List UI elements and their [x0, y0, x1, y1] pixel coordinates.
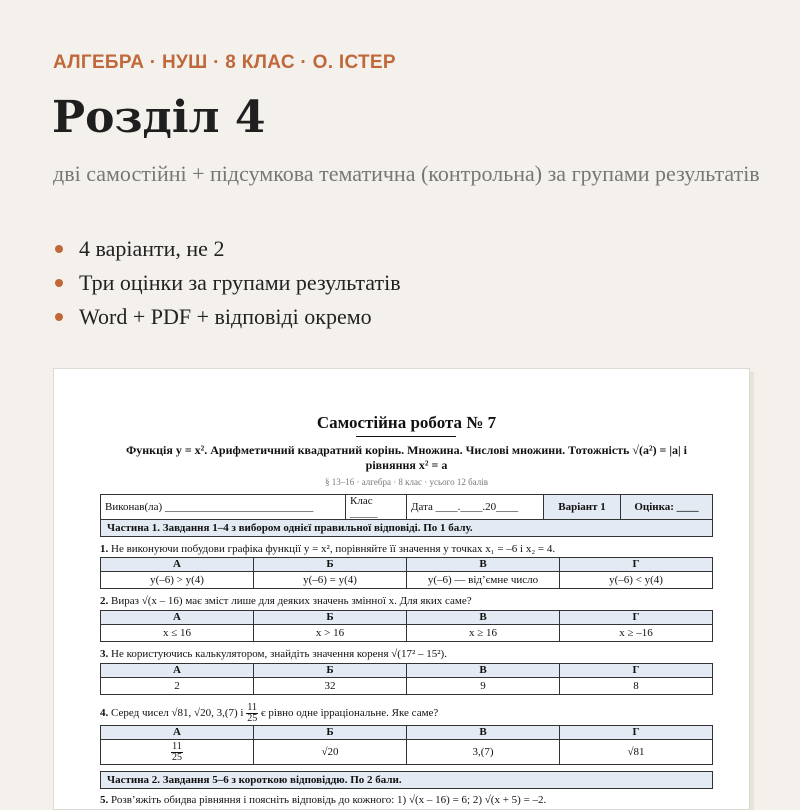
fraction [246, 703, 258, 724]
question-text: Вираз √(x – 16) має зміст лише для деяких значень змінної x. Для яких саме? [111, 595, 472, 607]
student-info-table [100, 494, 713, 520]
answer-option [101, 740, 254, 765]
answer-option: 9 [407, 678, 560, 695]
question-2 [100, 594, 713, 608]
list-item [53, 300, 401, 334]
document-subtitle: Функція y = x². Арифметичний квадратний корінь. Множина. Числові множини. Тотожність √(a²) = |a| і рівняння x² = a [125, 443, 688, 472]
question-number: 3. [100, 648, 109, 660]
kicker: АЛГЕБРА · НУШ · 8 КЛАС · О. ІСТЕР [53, 52, 396, 73]
option-header: Г [560, 558, 713, 572]
option-header: Б [254, 558, 407, 572]
answer-option: y(–6) < y(4) [560, 572, 713, 589]
option-header: В [407, 611, 560, 625]
question-text: є рівно одне ірраціональне. Яке саме? [260, 707, 439, 720]
page-title: Розділ 4 [52, 92, 266, 143]
answer-table-3 [100, 663, 713, 695]
question-5 [100, 793, 713, 807]
question-1 [100, 542, 713, 556]
class-cell: Клас _____ [346, 495, 407, 520]
part-1-heading: Частина 1. Завдання 1–4 з вибором однієї правильної відповіді. По 1 балу. [100, 519, 713, 537]
answer-table-4 [100, 725, 713, 765]
list-item [53, 266, 401, 300]
document-preview [53, 368, 750, 810]
fraction-denominator: 25 [247, 713, 258, 724]
bullet-dot-icon [55, 279, 63, 287]
question-number: 1. [100, 543, 109, 555]
answer-option: y(–6) > y(4) [101, 572, 254, 589]
answer-option: x > 16 [254, 625, 407, 642]
option-header: Б [254, 726, 407, 740]
question-text: Серед чисел √81, √20, 3,(7) і [111, 707, 244, 720]
option-header: Г [560, 611, 713, 625]
answer-table-1 [100, 557, 713, 589]
answer-table-2 [100, 610, 713, 642]
option-header: В [407, 664, 560, 678]
answer-option: y(–6) — від’ємне число [407, 572, 560, 589]
answer-option: 3,(7) [407, 740, 560, 765]
answer-option: √81 [560, 740, 713, 765]
date-cell: Дата ____.____.20____ [407, 495, 544, 520]
bullet-dot-icon [55, 313, 63, 321]
document-meta: § 13–16 · алгебра · 8 клас · усього 12 балів [324, 477, 488, 487]
part-2-heading: Частина 2. Завдання 5–6 з короткою відповіддю. По 2 бали. [100, 771, 713, 789]
answer-option: x ≥ –16 [560, 625, 713, 642]
fraction-numerator: 11 [172, 740, 182, 752]
page-subtitle: дві самостійні + підсумкова тематична (контрольна) за групами результатів [53, 161, 760, 186]
question-text: Не виконуючи побудови графіка функції y = x², порівняйте її значення у точках x₁ = –6 і x₂ = 4. [111, 543, 556, 555]
student-name-cell: Виконав(ла) ___________________________ [101, 495, 346, 520]
answer-option: x ≤ 16 [101, 625, 254, 642]
question-number: 5. [100, 794, 109, 806]
list-item-text: Три оцінки за групами результатів [79, 270, 401, 295]
answer-option: 32 [254, 678, 407, 695]
variant-cell: Варіант 1 [544, 495, 621, 520]
feature-list [53, 232, 401, 334]
option-header: А [101, 726, 254, 740]
question-text: Не користуючись калькулятором, знайдіть значення кореня √(17² – 15²). [111, 648, 447, 660]
answer-option: √20 [254, 740, 407, 765]
question-text: Розв’яжіть обидва рівняння і поясніть відповідь до кожного: 1) √(x – 16) = 6; 2) √(x + 5) = –2. [111, 794, 547, 806]
list-item [53, 232, 401, 266]
fraction [171, 742, 183, 763]
answer-option: 2 [101, 678, 254, 695]
question-3 [100, 647, 713, 661]
list-item-text: Word + PDF + відповіді окремо [79, 304, 372, 329]
answer-option: x ≥ 16 [407, 625, 560, 642]
option-header: А [101, 664, 254, 678]
title-underline [356, 436, 456, 437]
option-header: В [407, 558, 560, 572]
option-header: А [101, 611, 254, 625]
option-header: Б [254, 611, 407, 625]
option-header: Г [560, 726, 713, 740]
answer-option: 8 [560, 678, 713, 695]
fraction-denominator: 25 [172, 751, 182, 763]
list-item-text: 4 варіанти, не 2 [79, 236, 225, 261]
question-4 [100, 703, 713, 724]
option-header: В [407, 726, 560, 740]
bullet-dot-icon [55, 245, 63, 253]
question-number: 4. [100, 707, 109, 720]
fraction-numerator: 11 [247, 702, 258, 713]
option-header: Б [254, 664, 407, 678]
option-header: Г [560, 664, 713, 678]
document-title: Самостійна робота № 7 [316, 413, 497, 432]
question-number: 2. [100, 595, 109, 607]
grade-cell: Оцінка: ____ [621, 495, 713, 520]
answer-option: y(–6) = y(4) [254, 572, 407, 589]
option-header: А [101, 558, 254, 572]
